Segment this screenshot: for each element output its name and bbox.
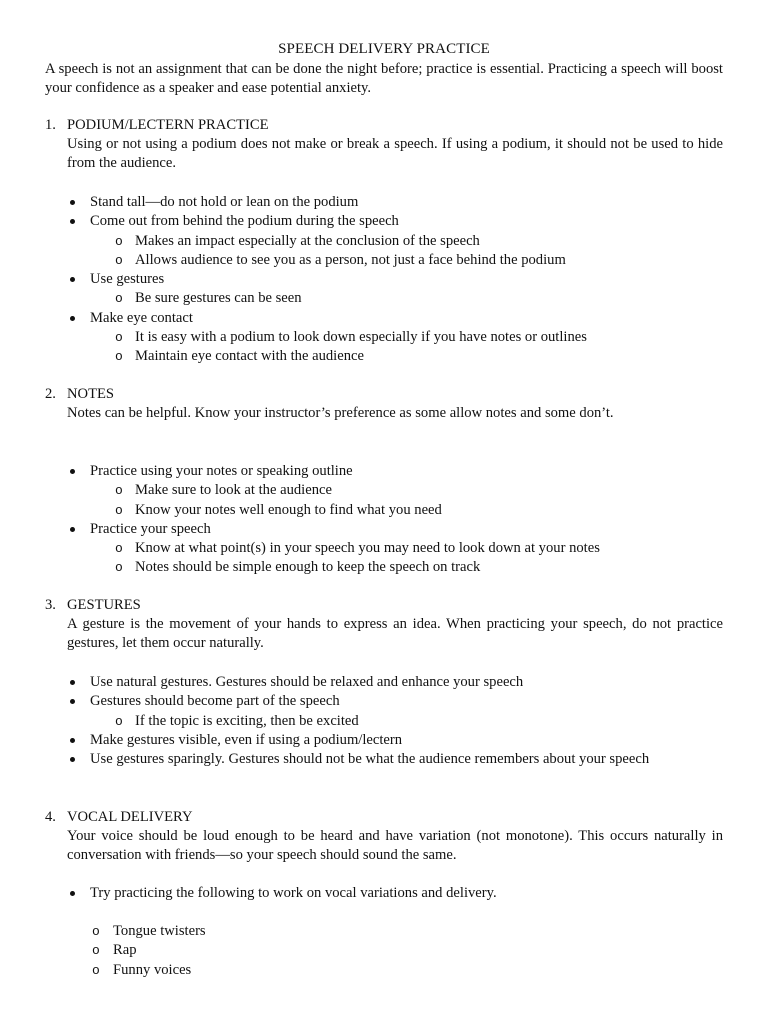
bullet-list-vocal [67,884,723,903]
section-heading-gestures [45,596,723,615]
list-item: Use gestures sparingly. Gestures should not be what the audience remembers about your speech [67,750,723,769]
section-title: VOCAL DELIVERY [67,809,193,825]
section-heading-notes [45,385,723,404]
list-item: Make gestures visible, even if using a podium/lectern [67,731,723,750]
bullet-list-notes [67,462,723,578]
list-item: Stand tall—do not hold or lean on the podium [67,193,723,212]
sub-list-vocal [67,922,723,980]
section-number: 3. [45,597,56,613]
intro-paragraph: A speech is not an assignment that can be done the night before; practice is essential. Practicing a speech will boost your confidence as a speaker and ease potential anxiety. [45,61,723,97]
section-body-podium: Using or not using a podium does not make or break a speech. If using a podium, it should not be used to hide from the audience. [67,136,723,172]
section-title: NOTES [67,386,115,402]
list-item: o Maintain eye contact with the audience [67,347,723,366]
list-item: Make eye contact [67,309,723,328]
section-number: 1. [45,117,56,133]
list-item: o Makes an impact especially at the conclusion of the speech [67,232,723,251]
section-body-gestures: A gesture is the movement of your hands to express an idea. When practicing your speech, do not practice gestures, let them occur naturally. [67,616,723,652]
section-body-vocal: Your voice should be loud enough to be heard and have variation (not monotone). This occurs naturally in conversation with friends—so your speech should sound the same. [67,828,723,864]
list-item: o It is easy with a podium to look down especially if you have notes or outlines [67,328,723,347]
section-heading-podium [45,116,723,135]
section-title: GESTURES [67,597,141,613]
section-number: 2. [45,386,56,402]
section-title: PODIUM/LECTERN PRACTICE [67,117,269,133]
bullet-list-podium [67,193,723,367]
list-item: o Make sure to look at the audience [67,481,723,500]
list-item: Come out from behind the podium during the speech [67,212,723,231]
list-item: Gestures should become part of the speech [67,692,723,711]
list-item: o Know your notes well enough to find what you need [67,501,723,520]
list-item: Practice using your notes or speaking outline [67,462,723,481]
list-item: o Notes should be simple enough to keep the speech on track [67,558,723,577]
list-item: o Be sure gestures can be seen [67,289,723,308]
bullet-list-gestures [67,673,723,769]
section-heading-vocal [45,808,723,827]
list-item: Use natural gestures. Gestures should be relaxed and enhance your speech [67,673,723,692]
section-number: 4. [45,809,56,825]
list-item: o Funny voices [67,961,723,980]
list-item: o If the topic is exciting, then be excited [67,712,723,731]
list-item: o Tongue twisters [67,922,723,941]
list-item: o Know at what point(s) in your speech you may need to look down at your notes [67,539,723,558]
section-body-notes: Notes can be helpful. Know your instructor’s preference as some allow notes and some don’t. [67,405,614,421]
list-item: Practice your speech [67,520,723,539]
page-title: SPEECH DELIVERY PRACTICE [278,41,490,57]
list-item: Try practicing the following to work on vocal variations and delivery. [67,884,723,903]
list-item: o Allows audience to see you as a person, not just a face behind the podium [67,251,723,270]
list-item: o Rap [67,941,723,960]
list-item: Use gestures [67,270,723,289]
